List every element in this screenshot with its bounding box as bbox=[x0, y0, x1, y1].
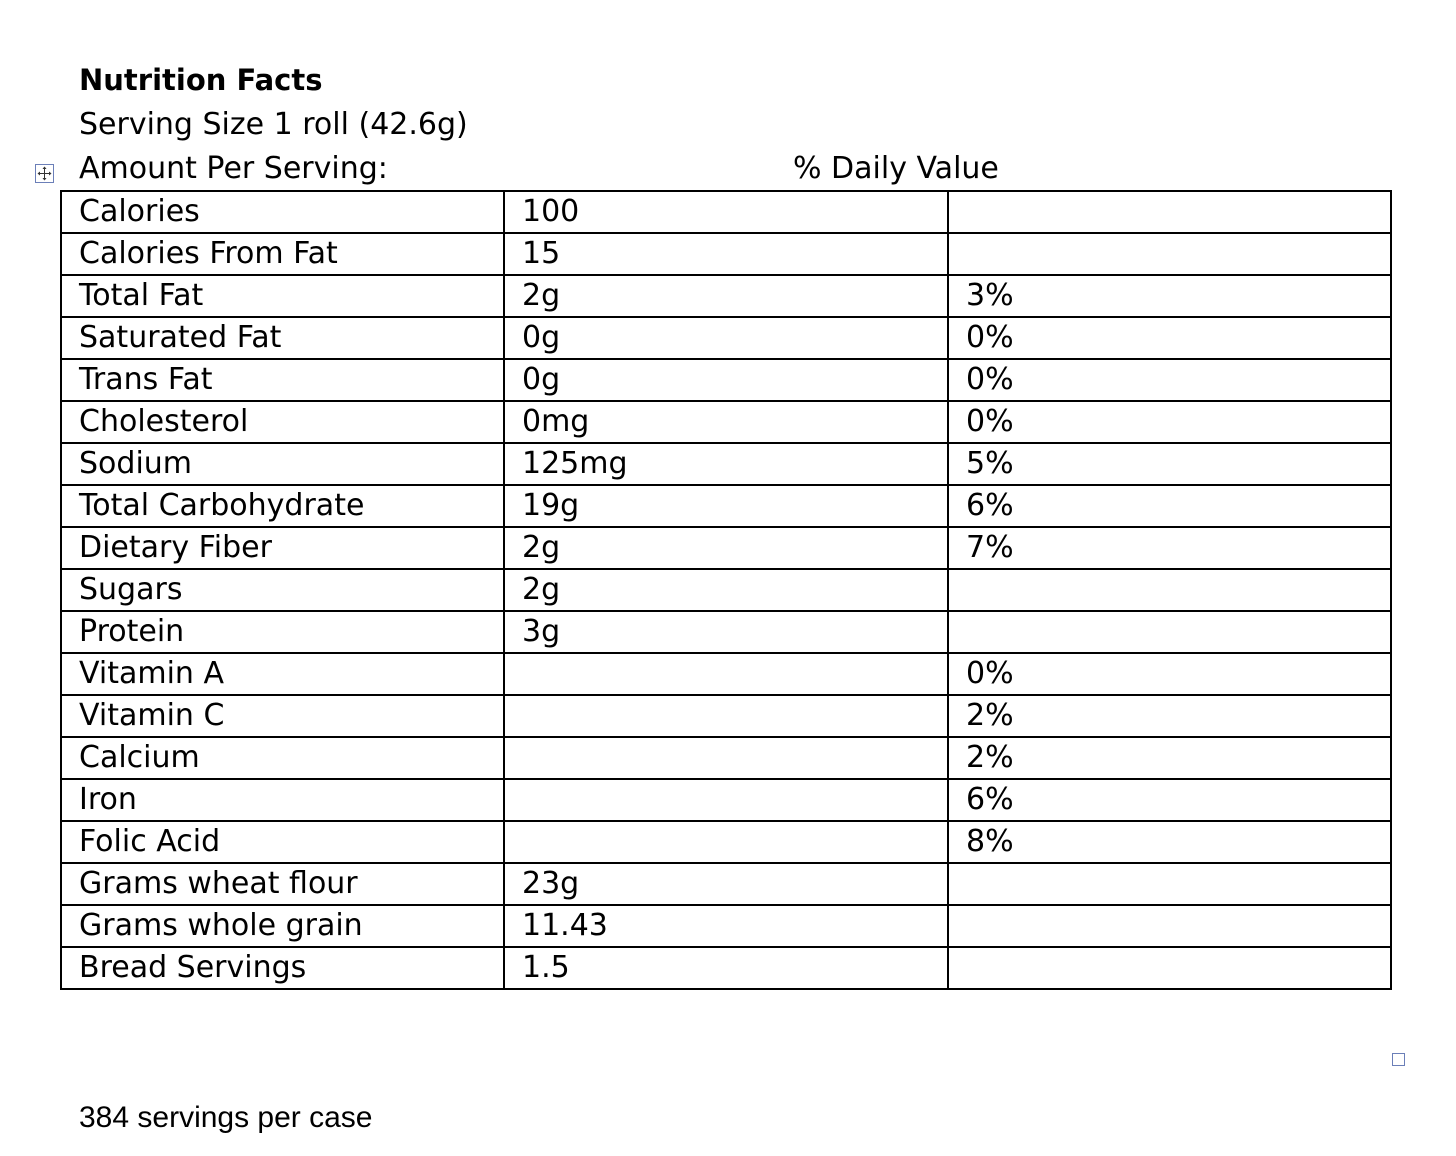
amount-cell[interactable]: 125mg bbox=[504, 443, 948, 485]
amount-cell[interactable]: 0mg bbox=[504, 401, 948, 443]
amount-cell[interactable]: 0g bbox=[504, 359, 948, 401]
nutrient-name-cell[interactable]: Calories bbox=[61, 191, 504, 233]
nutrient-name-cell[interactable]: Total Fat bbox=[61, 275, 504, 317]
nutrient-name-cell[interactable]: Iron bbox=[61, 779, 504, 821]
table-row bbox=[61, 737, 1391, 779]
nutrient-name-cell[interactable]: Calories From Fat bbox=[61, 233, 504, 275]
nutrient-name-cell[interactable]: Grams whole grain bbox=[61, 905, 504, 947]
nutrient-name-cell[interactable]: Bread Servings bbox=[61, 947, 504, 989]
amount-cell[interactable] bbox=[504, 779, 948, 821]
daily-value-cell[interactable]: 6% bbox=[948, 485, 1391, 527]
daily-value-cell[interactable] bbox=[948, 191, 1391, 233]
nutrient-name-cell[interactable]: Trans Fat bbox=[61, 359, 504, 401]
servings-per-case-text: 384 servings per case bbox=[79, 1101, 373, 1134]
table-row bbox=[61, 275, 1391, 317]
amount-cell[interactable] bbox=[504, 737, 948, 779]
amount-cell[interactable]: 2g bbox=[504, 275, 948, 317]
four-way-arrow-icon bbox=[36, 165, 53, 182]
amount-cell[interactable] bbox=[504, 695, 948, 737]
table-row bbox=[61, 905, 1391, 947]
daily-value-cell[interactable]: 0% bbox=[948, 653, 1391, 695]
daily-value-cell[interactable]: 5% bbox=[948, 443, 1391, 485]
daily-value-cell[interactable]: 0% bbox=[948, 359, 1391, 401]
table-row bbox=[61, 947, 1391, 989]
table-row bbox=[61, 359, 1391, 401]
amount-cell[interactable]: 11.43 bbox=[504, 905, 948, 947]
amount-cell[interactable]: 23g bbox=[504, 863, 948, 905]
amount-cell[interactable]: 2g bbox=[504, 527, 948, 569]
nutrient-name-cell[interactable]: Cholesterol bbox=[61, 401, 504, 443]
nutrition-table[interactable] bbox=[60, 190, 1392, 990]
nutrient-name-cell[interactable]: Calcium bbox=[61, 737, 504, 779]
daily-value-cell[interactable]: 6% bbox=[948, 779, 1391, 821]
nutrient-name-cell[interactable]: Dietary Fiber bbox=[61, 527, 504, 569]
table-row bbox=[61, 485, 1391, 527]
daily-value-cell[interactable] bbox=[948, 569, 1391, 611]
amount-cell[interactable] bbox=[504, 821, 948, 863]
amount-cell[interactable]: 1.5 bbox=[504, 947, 948, 989]
table-row bbox=[61, 863, 1391, 905]
nutrition-facts-title: Nutrition Facts bbox=[79, 63, 323, 97]
nutrient-name-cell[interactable]: Saturated Fat bbox=[61, 317, 504, 359]
table-row bbox=[61, 779, 1391, 821]
daily-value-cell[interactable]: 0% bbox=[948, 317, 1391, 359]
table-resize-handle-icon[interactable] bbox=[1392, 1053, 1405, 1066]
nutrient-name-cell[interactable]: Sugars bbox=[61, 569, 504, 611]
table-row bbox=[61, 653, 1391, 695]
daily-value-cell[interactable] bbox=[948, 947, 1391, 989]
table-row bbox=[61, 611, 1391, 653]
daily-value-cell[interactable] bbox=[948, 611, 1391, 653]
nutrient-name-cell[interactable]: Vitamin C bbox=[61, 695, 504, 737]
amount-cell[interactable]: 100 bbox=[504, 191, 948, 233]
table-move-handle-icon[interactable] bbox=[35, 164, 54, 183]
table-row bbox=[61, 695, 1391, 737]
serving-size-text: Serving Size 1 roll (42.6g) bbox=[79, 107, 468, 142]
nutrient-name-cell[interactable]: Protein bbox=[61, 611, 504, 653]
amount-cell[interactable]: 2g bbox=[504, 569, 948, 611]
nutrient-name-cell[interactable]: Vitamin A bbox=[61, 653, 504, 695]
daily-value-cell[interactable]: 2% bbox=[948, 737, 1391, 779]
daily-value-cell[interactable]: 8% bbox=[948, 821, 1391, 863]
amount-cell[interactable]: 15 bbox=[504, 233, 948, 275]
daily-value-cell[interactable]: 2% bbox=[948, 695, 1391, 737]
daily-value-header: % Daily Value bbox=[793, 151, 999, 186]
daily-value-cell[interactable] bbox=[948, 863, 1391, 905]
daily-value-cell[interactable] bbox=[948, 233, 1391, 275]
table-row bbox=[61, 569, 1391, 611]
table-row bbox=[61, 317, 1391, 359]
table-row bbox=[61, 527, 1391, 569]
nutrition-table-body bbox=[61, 191, 1391, 989]
table-row bbox=[61, 401, 1391, 443]
nutrient-name-cell[interactable]: Total Carbohydrate bbox=[61, 485, 504, 527]
amount-cell[interactable]: 0g bbox=[504, 317, 948, 359]
nutrient-name-cell[interactable]: Grams wheat flour bbox=[61, 863, 504, 905]
table-row bbox=[61, 191, 1391, 233]
daily-value-cell[interactable]: 3% bbox=[948, 275, 1391, 317]
daily-value-cell[interactable] bbox=[948, 905, 1391, 947]
table-row bbox=[61, 233, 1391, 275]
amount-cell[interactable]: 19g bbox=[504, 485, 948, 527]
nutrient-name-cell[interactable]: Sodium bbox=[61, 443, 504, 485]
daily-value-cell[interactable]: 0% bbox=[948, 401, 1391, 443]
table-row bbox=[61, 443, 1391, 485]
table-row bbox=[61, 821, 1391, 863]
amount-cell[interactable] bbox=[504, 653, 948, 695]
amount-cell[interactable]: 3g bbox=[504, 611, 948, 653]
nutrient-name-cell[interactable]: Folic Acid bbox=[61, 821, 504, 863]
amount-per-serving-label: Amount Per Serving: bbox=[79, 151, 388, 186]
daily-value-cell[interactable]: 7% bbox=[948, 527, 1391, 569]
